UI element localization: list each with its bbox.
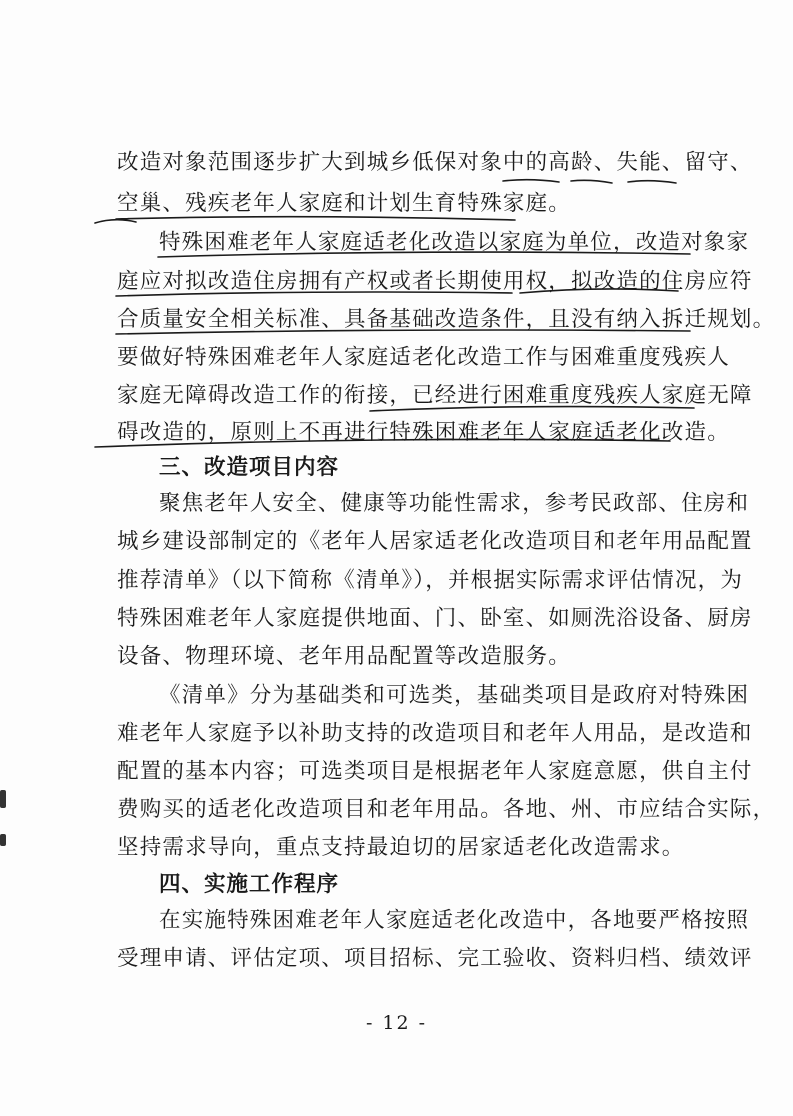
- text-line-11: 城乡建设部制定的《老年人居家适老化改造项目和老年用品配置: [117, 529, 753, 554]
- paragraph-start-line: 《清单》分为基础类和可选类，基础类项目是政府对特殊困: [159, 683, 750, 708]
- text-line-7: 家庭无障碍改造工作的衔接，已经进行困难重度残疾人家庭无障: [117, 383, 753, 408]
- paragraph-start-line: 特殊困难老年人家庭适老化改造以家庭为单位，改造对象家: [159, 230, 750, 255]
- section-heading-3: 三、改造项目内容: [159, 455, 340, 480]
- text-line-13: 特殊困难老年人家庭提供地面、门、卧室、如厕洗浴设备、厨房: [117, 606, 753, 631]
- scan-edge-mark: [0, 834, 6, 846]
- text-line-5: 合质量安全相关标准、具备基础改造条件，且没有纳入拆迁规划。: [117, 307, 776, 332]
- text-line-8: 碍改造的，原则上不再进行特殊困难老年人家庭适老化改造。: [117, 420, 730, 445]
- paragraph-start-line: 聚焦老年人安全、健康等功能性需求，参考民政部、住房和: [159, 491, 750, 516]
- text-line-14: 设备、物理环境、老年用品配置等改造服务。: [117, 644, 572, 669]
- page-number: - 12 -: [365, 1012, 428, 1034]
- paragraph-start-line: 在实施特殊困难老年人家庭适老化改造中，各地要严格按照: [159, 908, 750, 933]
- text-line-17: 配置的基本内容；可选类项目是根据老年人家庭意愿，供自主付: [117, 759, 753, 784]
- text-line-18: 费购买的适老化改造项目和老年用品。各地、州、市应结合实际，: [117, 797, 776, 822]
- text-line-1: 改造对象范围逐步扩大到城乡低保对象中的高龄、失能、留守、: [117, 150, 753, 175]
- text-line-4: 庭应对拟改造住房拥有产权或者长期使用权，拟改造的住房应符: [117, 269, 753, 294]
- text-line-16: 难老年人家庭予以补助支持的改造项目和老年人用品，是改造和: [117, 721, 753, 746]
- scan-edge-mark: [0, 790, 6, 808]
- text-line-2: 空巢、残疾老年人家庭和计划生育特殊家庭。: [117, 191, 572, 216]
- text-line-19: 坚持需求导向，重点支持最迫切的居家适老化改造需求。: [117, 835, 685, 860]
- text-line-6: 要做好特殊困难老年人家庭适老化改造工作与困难重度残疾人: [117, 345, 730, 370]
- text-line-12: 推荐清单》（以下简称《清单》），并根据实际需求评估情况，为: [117, 568, 744, 593]
- text-line-22: 受理申请、评估定项、项目招标、完工验收、资料归档、绩效评: [117, 946, 753, 971]
- section-heading-4: 四、实施工作程序: [159, 872, 340, 897]
